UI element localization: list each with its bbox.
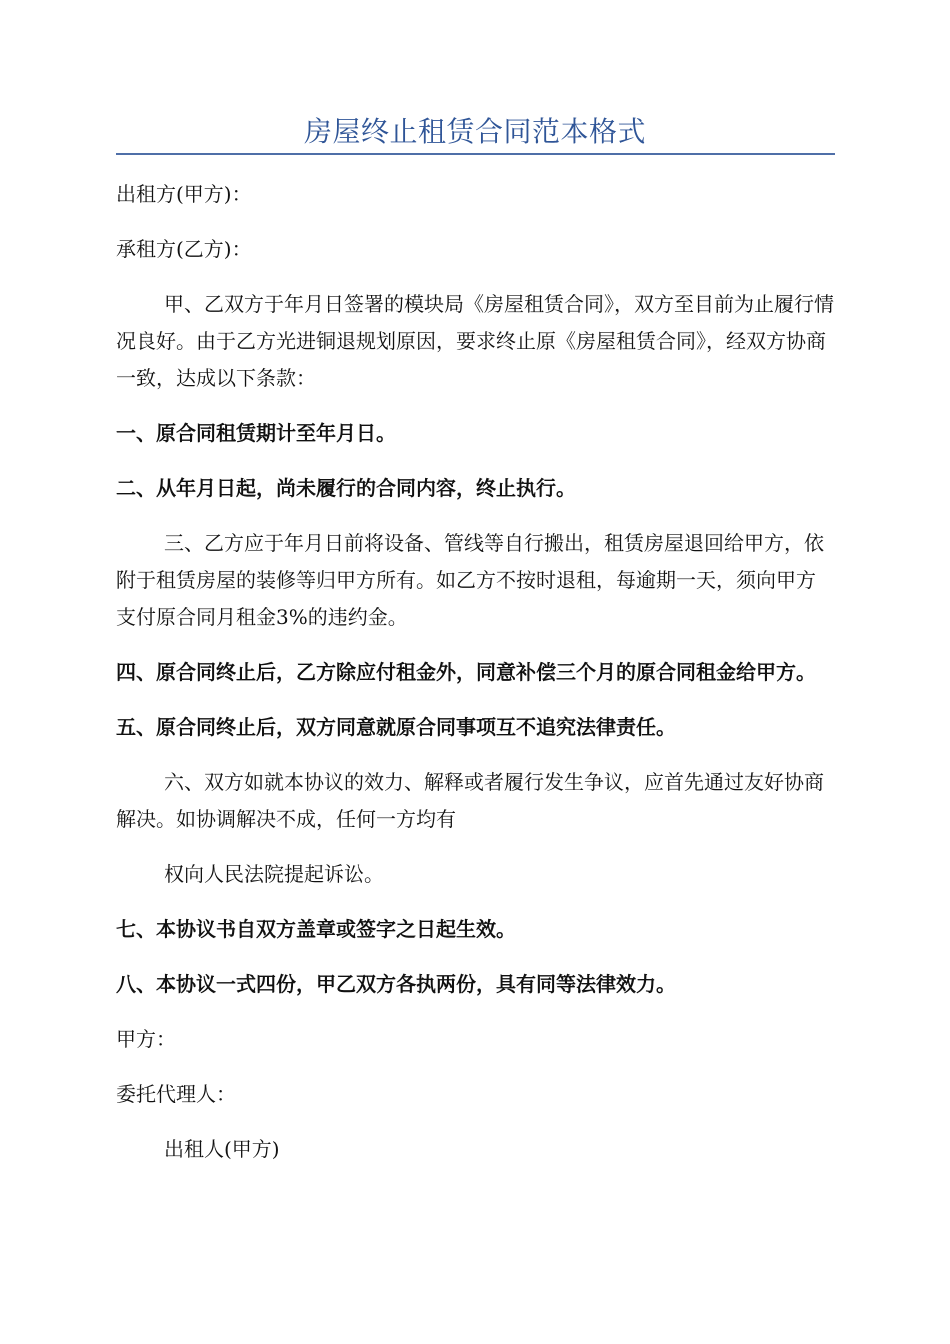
clause-7: 七、本协议书自双方盖章或签字之日起生效。 — [116, 917, 516, 941]
clause-5: 五、原合同终止后，双方同意就原合同事项互不追究法律责任。 — [116, 715, 676, 739]
clause-3: 三、乙方应于年月日前将设备、管线等自行搬出，租赁房屋退回给甲方，依附于租赁房屋的装修等归甲方所有。如乙方不按时退租，每逾期一天，须向甲方支付原合同月租金3%的违约金。 — [116, 531, 824, 629]
paragraph-gap — [116, 746, 834, 764]
lessee-label: 承租方(乙方)： — [116, 237, 252, 261]
agent-label: 委托代理人： — [116, 1082, 236, 1106]
paragraph-gap — [116, 397, 834, 415]
paragraph-gap — [116, 507, 834, 525]
clause-8: 八、本协议一式四份，甲乙双方各执两份，具有同等法律效力。 — [116, 972, 676, 996]
paragraph-gap — [116, 1058, 834, 1076]
paragraph-gap — [116, 893, 834, 911]
clause-2: 二、从年月日起，尚未履行的合同内容，终止执行。 — [116, 476, 576, 500]
document-title: 房屋终止租赁合同范本格式 — [303, 115, 646, 148]
paragraph-gap — [116, 948, 834, 966]
lessor-label: 出租方(甲方)： — [116, 182, 252, 206]
title-underline — [116, 153, 835, 155]
paragraph-gap — [116, 636, 834, 654]
clause-6: 六、双方如就本协议的效力、解释或者履行发生争议，应首先通过友好协商解决。如协调解决不成，任何一方均有 — [116, 770, 824, 831]
document-body — [116, 176, 834, 1168]
paragraph-gap — [116, 268, 834, 286]
lessor-signature-label: 出租人(甲方) — [164, 1137, 280, 1161]
party-a-label: 甲方： — [116, 1027, 176, 1051]
paragraph-gap — [116, 838, 834, 856]
intro-paragraph: 甲、乙双方于年月日签署的模块局《房屋租赁合同》，双方至目前为止履行情况良好。由于乙方光进铜退规划原因，要求终止原《房屋租赁合同》，经双方协商一致，达成以下条款： — [116, 292, 834, 390]
paragraph-gap — [116, 1113, 834, 1131]
paragraph-gap — [116, 691, 834, 709]
clause-1: 一、原合同租赁期计至年月日。 — [116, 421, 396, 445]
paragraph-gap — [116, 1003, 834, 1021]
paragraph-gap — [116, 452, 834, 470]
clause-4: 四、原合同终止后，乙方除应付租金外，同意补偿三个月的原合同租金给甲方。 — [116, 660, 816, 684]
paragraph-gap — [116, 213, 834, 231]
clause-6-continuation: 权向人民法院提起诉讼。 — [164, 862, 384, 886]
